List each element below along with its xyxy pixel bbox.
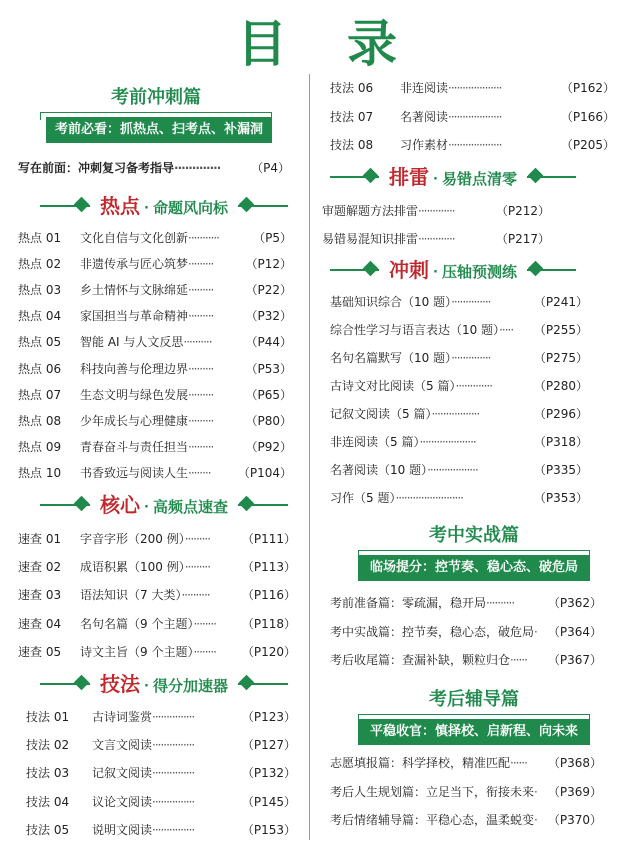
- entry-code: 速查 01: [18, 532, 62, 546]
- section-sub: 高频点速查: [152, 498, 228, 516]
- preface-page: （P4）: [251, 161, 290, 175]
- toc-entry[interactable]: [18, 463, 292, 483]
- entry-code: 速查 02: [18, 560, 62, 575]
- leader-dots: ···················: [448, 109, 502, 124]
- leader-dots: ·········: [188, 283, 214, 298]
- section-label: [330, 256, 576, 286]
- toc-entry[interactable]: [26, 763, 296, 783]
- toc-entry[interactable]: [330, 376, 588, 396]
- section-sub: 压轴预测练: [441, 263, 517, 281]
- toc-entry[interactable]: [18, 280, 292, 300]
- title-char-1: 目: [237, 15, 287, 73]
- leader-dots: ···············: [152, 766, 195, 781]
- toc-entry[interactable]: [330, 488, 588, 508]
- toc-entry[interactable]: [18, 614, 296, 634]
- section-label: [40, 670, 288, 700]
- section-key: 冲刺: [389, 258, 430, 282]
- toc-entry[interactable]: [330, 320, 588, 340]
- entry-title: 审题解题方法排雷: [322, 204, 419, 218]
- toc-entry[interactable]: [330, 135, 615, 155]
- entry-code: 速查 04: [18, 616, 62, 631]
- column-divider: [309, 74, 310, 840]
- leader-dots: ··················: [427, 463, 478, 477]
- toc-entry[interactable]: [18, 529, 296, 549]
- banner-caption: 考前必看：抓热点、扫考点、补漏洞: [46, 117, 272, 143]
- entry-title: 议论文阅读: [92, 794, 153, 809]
- entry-code: 技法 03: [26, 766, 70, 781]
- leader-dots: ·············: [455, 379, 493, 393]
- banner-line: [40, 112, 272, 113]
- toc-entry[interactable]: [26, 792, 296, 812]
- toc-entry[interactable]: [18, 306, 292, 326]
- entry-title: 古诗文对比阅读（5 篇）: [330, 379, 456, 393]
- entry-page: （P368）: [547, 756, 602, 770]
- entry-code: 热点 04: [18, 309, 62, 324]
- section-dot: ·: [144, 201, 149, 216]
- entry-page: （P166）: [560, 109, 615, 124]
- entry-title: 非遗传承与匠心筑梦: [80, 257, 189, 272]
- title-char-2: 录: [347, 15, 397, 73]
- leader-dots: ···············: [152, 822, 195, 837]
- leader-dots: ·················: [431, 407, 480, 421]
- entry-page: （P132）: [241, 766, 296, 781]
- entry-page: （P111）: [241, 532, 296, 546]
- leader-dots: ·········: [188, 361, 214, 376]
- leader-dots: ·········: [188, 387, 214, 402]
- entry-code: 热点 03: [18, 283, 62, 298]
- banner-sprint: [40, 84, 272, 144]
- toc-entry[interactable]: [18, 385, 292, 405]
- entry-code: 技法 04: [26, 794, 70, 809]
- entry-page: （P53）: [245, 361, 292, 376]
- leader-dots: ······: [510, 756, 527, 770]
- toc-entry[interactable]: [322, 229, 550, 249]
- banner-tick-left: [40, 112, 41, 120]
- entry-page: （P113）: [241, 560, 296, 575]
- toc-entry[interactable]: [330, 78, 615, 98]
- entry-code: 热点 10: [18, 465, 62, 480]
- entry-page: （P65）: [245, 387, 292, 402]
- banner-caption: 临场提分：控节奏、稳心态、破危局: [358, 555, 590, 581]
- leader-dots: ···················: [448, 138, 502, 152]
- entry-title: 字音字形（200 例）: [80, 532, 185, 546]
- entry-title: 成语积累（100 例）: [80, 560, 185, 575]
- entry-code: 技法 05: [26, 822, 70, 837]
- leader-dots: ·: [534, 784, 537, 799]
- entry-title: 文化自信与文化创新: [80, 231, 189, 245]
- leader-dots: ·············: [418, 231, 455, 246]
- entry-page: （P212）: [495, 204, 550, 218]
- leader-dots: ·············: [418, 204, 455, 218]
- toc-entry[interactable]: [18, 437, 292, 457]
- banner-line: [358, 550, 590, 551]
- entry-title: 说明文阅读: [92, 822, 153, 837]
- leader-dots: ···········: [188, 231, 219, 245]
- entry-page: （P145）: [241, 794, 296, 809]
- section-label: [40, 491, 288, 521]
- entry-title: 习作（5 题）: [330, 491, 396, 505]
- leader-dots: ·····: [499, 323, 514, 337]
- toc-entry[interactable]: [330, 460, 588, 480]
- leader-dots: ········: [193, 616, 216, 631]
- leader-dots: ···············: [152, 794, 195, 809]
- toc-entry[interactable]: [26, 820, 296, 840]
- toc-entry[interactable]: [26, 735, 296, 755]
- entry-title: 乡土情怀与文脉绵延: [80, 283, 189, 298]
- entry-code: 热点 08: [18, 413, 62, 428]
- banner-exam: [358, 522, 590, 582]
- section-sub: 命题风向标: [152, 199, 228, 217]
- leader-dots: ··········: [486, 596, 515, 610]
- toc-entry[interactable]: [322, 201, 550, 221]
- entry-page: （P80）: [245, 413, 292, 428]
- section-key: 排雷: [389, 165, 430, 189]
- entry-page: （P335）: [533, 463, 588, 477]
- leader-dots: ·········: [188, 257, 214, 272]
- section-label: [40, 192, 288, 222]
- entry-page: （P241）: [533, 295, 588, 309]
- toc-entry[interactable]: [330, 753, 602, 773]
- entry-page: （P353）: [533, 491, 588, 505]
- banner-title: 考后辅导篇: [429, 689, 519, 710]
- entry-code: 技法 06: [330, 81, 374, 95]
- entry-page: （P32）: [245, 309, 292, 324]
- leader-dots: ·: [534, 624, 537, 639]
- section-key: 技法: [100, 672, 141, 696]
- page-title: [0, 4, 634, 74]
- entry-title: 记叙文阅读: [92, 766, 153, 781]
- entry-page: （P92）: [245, 439, 292, 454]
- toc-entry[interactable]: [18, 585, 296, 605]
- leader-dots: ·········: [188, 439, 214, 454]
- toc-entry[interactable]: [330, 107, 615, 127]
- section-dot: ·: [433, 265, 438, 280]
- entry-code: 热点 09: [18, 439, 62, 454]
- entry-code: 技法 01: [26, 710, 70, 724]
- leader-dots: ·········: [188, 413, 214, 428]
- entry-title: 家国担当与革命精神: [80, 309, 189, 324]
- section-label: [330, 163, 576, 193]
- toc-entry[interactable]: [18, 557, 296, 577]
- entry-page: （P120）: [241, 644, 296, 659]
- entry-title: 文言文阅读: [92, 738, 153, 753]
- leader-dots: ···············: [152, 738, 195, 753]
- entry-title: 诗文主旨（9 个主题）: [80, 644, 194, 659]
- entry-code: 速查 03: [18, 588, 62, 603]
- entry-page: （P318）: [533, 435, 588, 449]
- section-skill: [40, 670, 288, 698]
- leader-dots: ························: [395, 491, 463, 505]
- entry-code: 技法 08: [330, 138, 374, 152]
- entry-title: 易错易混知识排雷: [322, 231, 419, 246]
- leader-dots: ·········: [184, 560, 211, 575]
- entry-page: （P5）: [253, 231, 292, 245]
- entry-title: 语法知识（7 大类）: [80, 588, 182, 603]
- entry-title: 考后收尾篇：查漏补缺，颗粒归仓: [330, 653, 511, 667]
- section-core: [40, 491, 288, 519]
- section-sub: 易错点清零: [441, 170, 517, 188]
- section-key: 核心: [100, 493, 141, 517]
- banner-title: 考中实战篇: [429, 525, 519, 546]
- entry-title: 考中实战篇：控节奏，稳心态，破危局: [330, 624, 535, 639]
- banner-caption: 平稳收官：慎择校、启新程、向未来: [358, 719, 590, 745]
- toc-entry[interactable]: [330, 622, 602, 642]
- leader-dots: ········: [188, 465, 211, 480]
- leader-dots: ········: [193, 644, 216, 659]
- entry-page: （P217）: [495, 231, 550, 246]
- toc-entry[interactable]: [330, 348, 588, 368]
- entry-page: （P296）: [533, 407, 588, 421]
- banner-after: [358, 686, 590, 746]
- entry-title: 生态文明与绿色发展: [80, 387, 189, 402]
- entry-title: 名句名篇默写（10 题）: [330, 351, 452, 365]
- leader-dots: ·: [534, 813, 537, 827]
- section-sub: 得分加速器: [152, 677, 228, 695]
- entry-title: 青春奋斗与责任担当: [80, 439, 189, 454]
- toc-entry[interactable]: [330, 292, 588, 312]
- entry-title: 非连阅读（5 篇）: [330, 435, 420, 449]
- toc-entry[interactable]: [330, 432, 588, 452]
- entry-title: 非连阅读: [400, 81, 449, 95]
- section-mine: [330, 163, 576, 191]
- entry-code: 热点 05: [18, 335, 62, 350]
- leader-dots: ······: [510, 653, 527, 667]
- entry-title: 名著阅读（10 题）: [330, 463, 428, 477]
- entry-title: 考后人生规划篇：立足当下，衔接未来: [330, 784, 535, 799]
- toc-entry[interactable]: [330, 404, 588, 424]
- leader-dots: ··········: [183, 335, 212, 350]
- preface-title: 写在前面：冲刺复习备考指导: [18, 161, 175, 175]
- entry-page: （P369）: [547, 784, 602, 799]
- entry-title: 智能 AI 与人文反思: [80, 335, 184, 350]
- section-dot: ·: [144, 679, 149, 694]
- banner-line: [358, 714, 590, 715]
- entry-page: （P162）: [560, 81, 615, 95]
- toc-entry[interactable]: [26, 707, 296, 727]
- section-dash: [330, 256, 576, 284]
- entry-code: 热点 06: [18, 361, 62, 376]
- entry-page: （P205）: [560, 138, 615, 152]
- section-dot: ·: [144, 500, 149, 515]
- entry-page: （P275）: [533, 351, 588, 365]
- leader-dots: ·········: [188, 309, 214, 324]
- banner-title: 考前冲刺篇: [111, 87, 201, 108]
- entry-code: 热点 07: [18, 387, 62, 402]
- leader-dots: ·············: [174, 161, 221, 175]
- leader-dots: ···················: [448, 81, 502, 95]
- entry-title: 古诗词鉴赏: [92, 710, 153, 724]
- entry-page: （P127）: [241, 738, 296, 753]
- section-dot: ·: [433, 172, 438, 187]
- leader-dots: ··········: [181, 588, 210, 603]
- entry-page: （P118）: [241, 616, 296, 631]
- entry-title: 名句名篇（9 个主题）: [80, 616, 194, 631]
- entry-title: 书香致远与阅读人生: [80, 465, 189, 480]
- entry-page: （P123）: [241, 710, 296, 724]
- entry-code: 技法 07: [330, 109, 374, 124]
- entry-title: 少年成长与心理健康: [80, 413, 189, 428]
- preface-entry[interactable]: [18, 158, 290, 178]
- entry-page: （P364）: [547, 624, 602, 639]
- entry-page: （P280）: [533, 379, 588, 393]
- entry-page: （P362）: [547, 596, 602, 610]
- entry-title: 习作素材: [400, 138, 449, 152]
- entry-code: 热点 01: [18, 231, 62, 245]
- entry-title: 名著阅读: [400, 109, 449, 124]
- leader-dots: ····················: [419, 435, 476, 449]
- entry-code: 热点 02: [18, 257, 62, 272]
- entry-page: （P116）: [241, 588, 296, 603]
- toc-entry[interactable]: [330, 810, 602, 830]
- leader-dots: ··············: [451, 295, 491, 309]
- leader-dots: ··············: [451, 351, 491, 365]
- entry-page: （P367）: [547, 653, 602, 667]
- entry-page: （P22）: [245, 283, 292, 298]
- section-hot: [40, 192, 288, 220]
- toc-entry[interactable]: [18, 228, 292, 248]
- toc-entry[interactable]: [18, 332, 292, 352]
- section-key: 热点: [100, 194, 141, 218]
- entry-code: 速查 05: [18, 644, 62, 659]
- entry-code: 技法 02: [26, 738, 70, 753]
- toc-entry[interactable]: [18, 359, 292, 379]
- entry-page: （P44）: [245, 335, 292, 350]
- entry-title: 考后情绪辅导篇：平稳心态，温柔蜕变: [330, 813, 535, 827]
- entry-page: （P370）: [547, 813, 602, 827]
- entry-title: 记叙文阅读（5 篇）: [330, 407, 432, 421]
- entry-page: （P12）: [245, 257, 292, 272]
- entry-title: 综合性学习与语言表达（10 题）: [330, 323, 500, 337]
- toc-entry[interactable]: [18, 411, 292, 431]
- entry-page: （P104）: [237, 465, 292, 480]
- toc-entry[interactable]: [330, 782, 602, 802]
- entry-title: 志愿填报篇：科学择校，精准匹配: [330, 756, 511, 770]
- toc-entry[interactable]: [18, 642, 296, 662]
- toc-entry[interactable]: [330, 650, 602, 670]
- entry-page: （P255）: [533, 323, 588, 337]
- entry-page: （P153）: [241, 822, 296, 837]
- entry-title: 基础知识综合（10 题）: [330, 295, 452, 309]
- leader-dots: ·········: [184, 532, 211, 546]
- toc-entry[interactable]: [330, 593, 602, 613]
- entry-title: 科技向善与伦理边界: [80, 361, 189, 376]
- entry-title: 考前准备篇：零疏漏，稳开局: [330, 596, 487, 610]
- leader-dots: ···············: [152, 710, 195, 724]
- toc-entry[interactable]: [18, 254, 292, 274]
